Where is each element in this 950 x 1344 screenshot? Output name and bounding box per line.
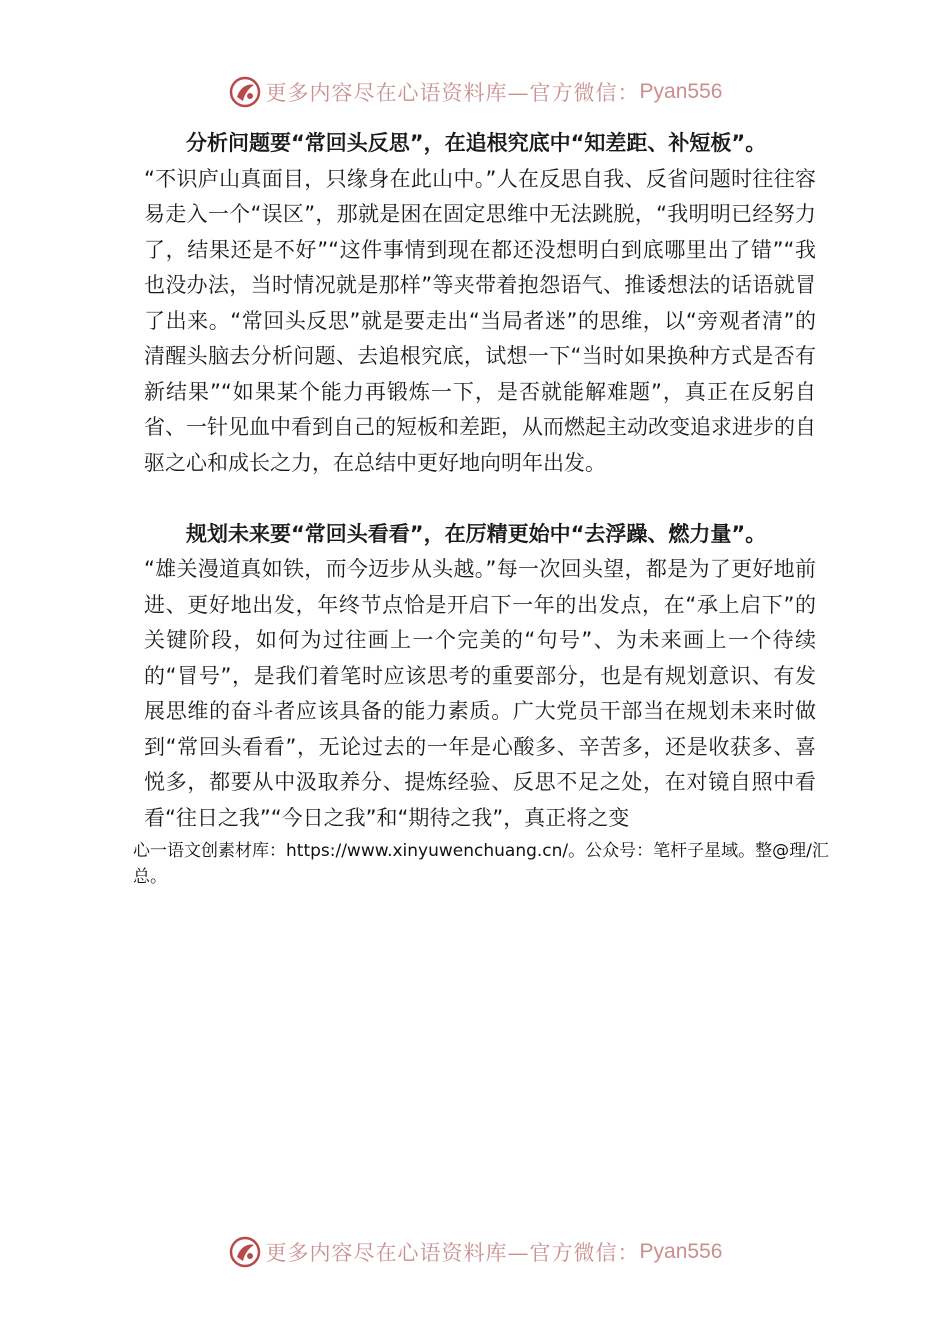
header-banner bbox=[0, 72, 950, 112]
paragraph-2-body: “雄关漫道真如铁，而今迈步从头越。”每一次回头望，都是为了更好地前进、更好地出发，年终节点恰是开启下一年的出发点，在“承上启下”的关键阶段，如何为过往画上一个完美的“句号”、为未来画上一个待续的“冒号”，是我们着笔时应该思考的重要部分，也是有规划意识、有发展思维的奋斗者应该具备的能力素质。广大党员干部当在规划未来时做到“常回头看看”，无论过去的一年是心酸多、辛苦多，还是收获多、喜悦多，都要从中汲取养分、提炼经验、反思不足之处，在对镜自照中看看“往日之我”“今日之我”和“期待之我”，真正将之变 bbox=[144, 557, 816, 830]
source-note: 心一语文创素材库：https://www.xinyuwenchuang.cn/。公众号：笔杆子星域。整@理/汇总。 bbox=[133, 841, 829, 887]
paragraph-2-title: 规划未来要“常回头看看”，在厉精更始中“去浮躁、燃力量”。 bbox=[186, 521, 767, 546]
footer-banner bbox=[0, 1232, 950, 1272]
header-banner-text: 更多内容尽在心语资料库—官方微信： bbox=[265, 81, 640, 105]
header-wechat-id: Pyan556 bbox=[639, 80, 723, 103]
article-body bbox=[144, 126, 816, 872]
footer-banner-text: 更多内容尽在心语资料库—官方微信： bbox=[265, 1241, 640, 1265]
logo-icon bbox=[228, 75, 262, 109]
paragraph-1 bbox=[144, 126, 816, 481]
paragraph-1-body: “不识庐山真面目，只缘身在此山中。”人在反思自我、反省问题时往往容易走入一个“误区”，那就是困在固定思维中无法跳脱，“我明明已经努力了，结果还是不好”“这件事情到现在都还没想明白到底哪里出了错”“我也没办法，当时情况就是那样”等夹带着抱怨语气、推诿想法的话语就冒了出来。“常回头反思”就是要走出“当局者迷”的思维，以“旁观者清”的清醒头脑去分析问题、去追根究底，试想一下“当时如果换种方式是否有新结果”“如果某个能力再锻炼一下，是否就能解难题”，真正在反躬自省、一针见血中看到自己的短板和差距，从而燃起主动改变追求进步的自驱之心和成长之力，在总结中更好地向明年出发。 bbox=[144, 166, 816, 475]
paragraph-2 bbox=[144, 517, 816, 837]
paragraph-1-title: 分析问题要“常回头反思”，在追根究底中“知差距、补短板”。 bbox=[186, 131, 767, 155]
logo-icon bbox=[228, 1235, 262, 1269]
footer-wechat-id: Pyan556 bbox=[639, 1240, 723, 1263]
